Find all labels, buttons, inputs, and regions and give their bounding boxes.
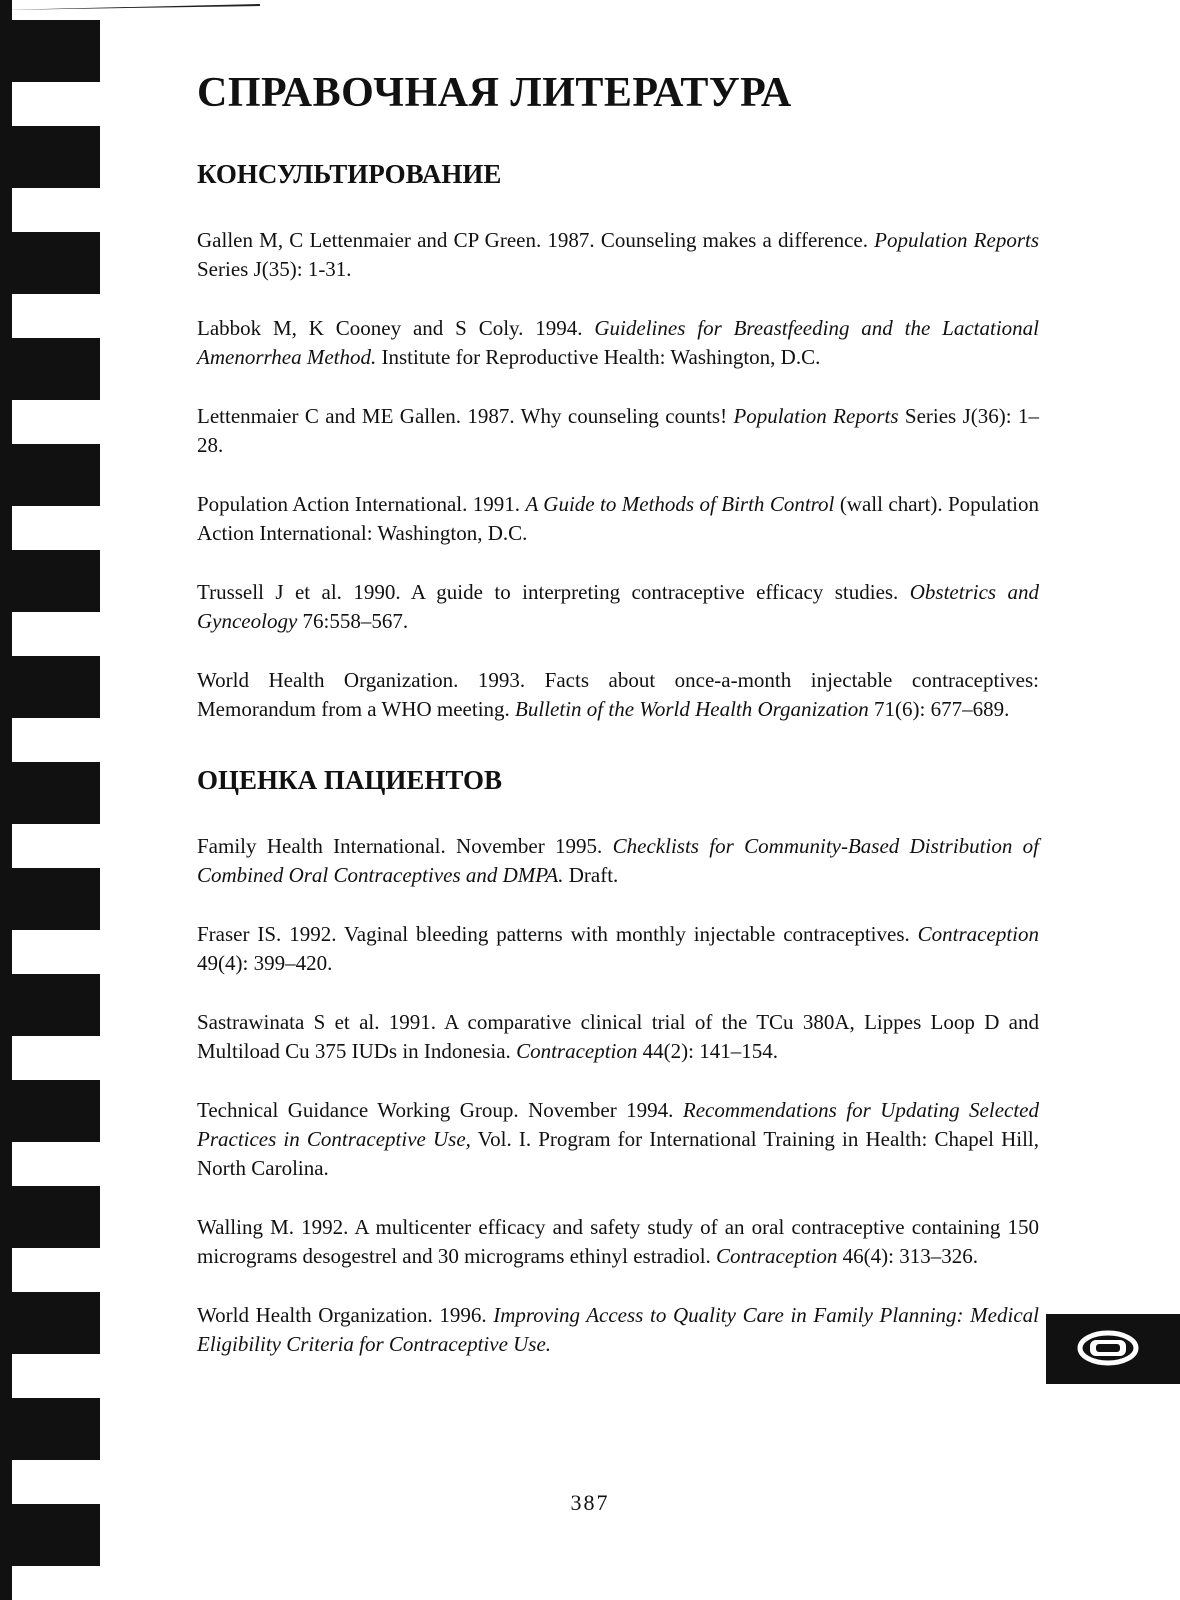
reference-text: Technical Guidance Working Group. November 1994. — [197, 1097, 683, 1122]
reference-source: Obstetrics and Gynceology — [197, 579, 1039, 633]
reference-text: Vol. I. Program for International Training in Health: Chapel Hill, North Carolina. — [197, 1126, 1039, 1180]
reference-entry — [197, 666, 1039, 724]
reference-text: Population Action International. 1991. — [197, 491, 526, 516]
reference-entry — [197, 314, 1039, 372]
reference-text: (wall chart). Population Action International: Washington, D.C. — [197, 491, 1040, 545]
reference-entry — [197, 578, 1039, 636]
reference-entry — [197, 920, 1039, 978]
references-sections — [197, 160, 1039, 1358]
reference-source: Contraception — [917, 921, 1039, 946]
reference-text: Family Health International. November 1995. — [197, 833, 613, 858]
binding-tooth — [0, 1080, 100, 1142]
section-tab — [1046, 1314, 1180, 1384]
reference-text: 44(2): 141–154. — [637, 1038, 778, 1063]
reference-text: 76:558–567. — [297, 608, 409, 633]
section-heading: КОНСУЛЬТИРОВАНИЕ — [197, 159, 502, 190]
reference-entry — [197, 832, 1039, 890]
reference-source: Contraception — [716, 1243, 838, 1268]
reference-text: Draft. — [563, 862, 619, 887]
binding-tooth — [0, 444, 100, 506]
reference-entry — [197, 226, 1039, 284]
binding-tooth — [0, 656, 100, 718]
reference-text: Sastrawinata S et al. 1991. A comparative clinical trial of the TCu 380A, Lippes Loop D and Multiload Cu 375 IUDs in Indonesia. — [197, 1009, 1039, 1063]
reference-source: Population Reports — [874, 227, 1039, 252]
reference-text: Series J(35): 1-31. — [197, 256, 352, 281]
reference-text: Lettenmaier C and ME Gallen. 1987. Why counseling counts! — [197, 403, 734, 428]
page-title: СПРАВОЧНАЯ ЛИТЕРАТУРА — [197, 70, 792, 116]
reference-text: Trussell J et al. 1990. A guide to interpreting contraceptive efficacy studies. — [197, 579, 910, 604]
reference-text: Series J(36): 1–28. — [197, 403, 1039, 457]
reference-source: A Guide to Methods of Birth Control — [525, 491, 835, 516]
binding-tooth — [0, 126, 100, 188]
binding-tooth — [0, 550, 100, 612]
reference-text: World Health Organization. 1996. — [197, 1302, 494, 1327]
reference-source: Contraception — [516, 1038, 638, 1063]
page-content — [197, 70, 1039, 1389]
reference-text: Gallen M, C Lettenmaier and CP Green. 1987. Counseling makes a difference. — [197, 227, 875, 252]
reference-text: 71(6): 677–689. — [868, 696, 1010, 721]
reference-source: Bulletin of the World Health Organization — [515, 696, 869, 721]
reference-text: World Health Organization. 1993. Facts about once-a-month injectable contraceptives: Memorandum from a WHO meeting. — [197, 667, 1039, 721]
reference-text: 49(4): 399–420. — [197, 950, 333, 975]
spiral-binding — [0, 0, 110, 1600]
reference-entry — [197, 1008, 1039, 1066]
reference-source: Checklists for Community-Based Distribution of Combined Oral Contraceptives and DMPA. — [197, 833, 1040, 887]
pill-pack-icon — [1046, 1314, 1180, 1384]
reference-entry — [197, 1213, 1039, 1271]
binding-tooth — [0, 1398, 100, 1460]
reference-source: Improving Access to Quality Care in Family Planning: Medical Eligibility Criteria for Contraceptive Use. — [197, 1302, 1039, 1356]
binding-tooth — [0, 232, 100, 294]
binding-tooth — [0, 1186, 100, 1248]
page-number: 387 — [570, 1490, 610, 1515]
reference-source: Recommendations for Updating Selected Practices in Contraceptive Use, — [197, 1097, 1039, 1151]
binding-tooth — [0, 974, 100, 1036]
binding-tooth — [0, 338, 100, 400]
reference-text: Labbok M, K Cooney and S Coly. 1994. — [197, 315, 595, 340]
page-edge-line — [0, 0, 260, 10]
reference-source: Guidelines for Breastfeeding and the Lactational Amenorrhea Method. — [197, 315, 1040, 369]
binding-tooth — [0, 868, 100, 930]
reference-text: 46(4): 313–326. — [837, 1243, 978, 1268]
section-heading: ОЦЕНКА ПАЦИЕНТОВ — [197, 764, 503, 795]
reference-text: Walling M. 1992. A multicenter efficacy and safety study of an oral contraceptive containing 150 micrograms desogestrel and 30 micrograms ethinyl estradiol. — [197, 1214, 1039, 1268]
binding-tooth — [0, 1292, 100, 1354]
reference-entry — [197, 1096, 1039, 1183]
reference-entry — [197, 402, 1039, 460]
binding-tooth — [0, 762, 100, 824]
reference-text: Fraser IS. 1992. Vaginal bleeding patterns with monthly injectable contraceptives. — [197, 921, 918, 946]
binding-tooth — [0, 20, 100, 82]
reference-entry — [197, 1301, 1039, 1359]
reference-entry — [197, 490, 1039, 548]
reference-source: Population Reports — [733, 403, 899, 428]
reference-text: Institute for Reproductive Health: Washington, D.C. — [376, 344, 821, 369]
